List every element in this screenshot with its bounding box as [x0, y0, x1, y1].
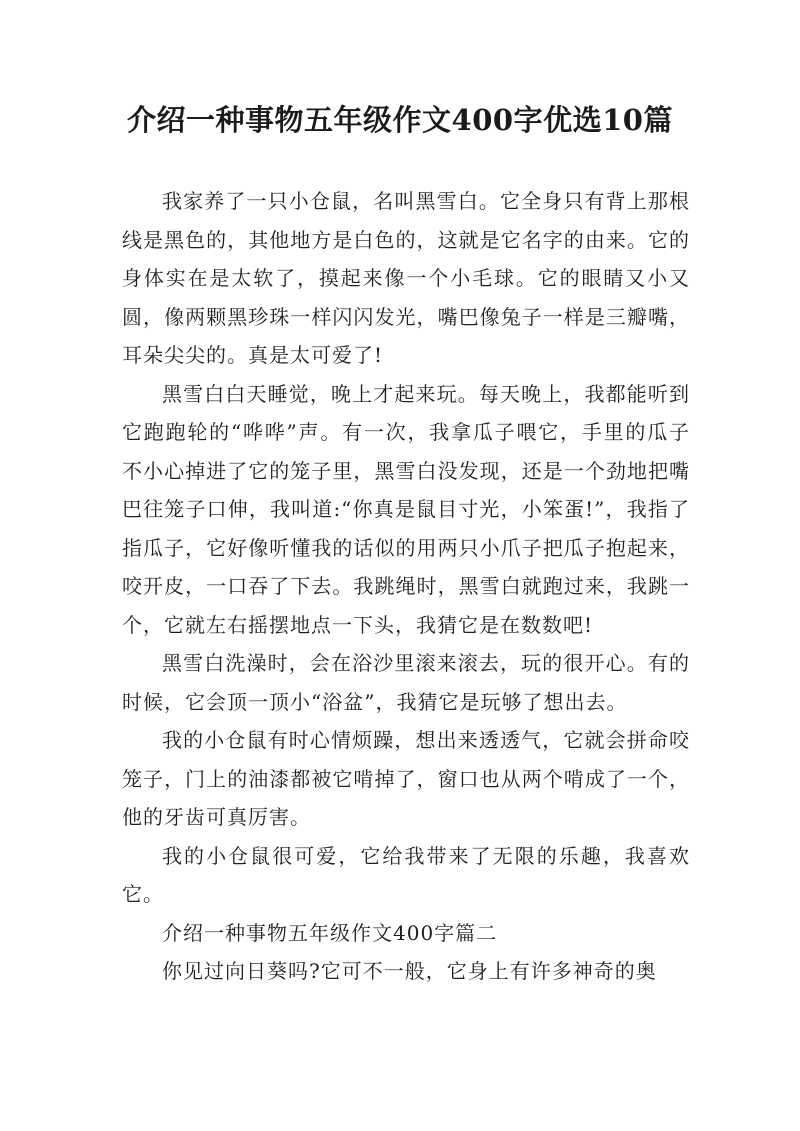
article-body	[122, 182, 690, 991]
section-heading: 介绍一种事物五年级作文400字篇二	[162, 920, 498, 945]
paragraph: 我家养了一只小仓鼠，名叫黑雪白。它全身只有背上那根线是黑色的，其他地方是白色的，这就是它名字的由来。它的身体实在是太软了，摸起来像一个小毛球。它的眼睛又小又圆，像两颗黑珍珠一样闪闪发光，嘴巴像兔子一样是三瓣嘴，耳朵尖尖的。真是太可爱了!	[122, 189, 690, 367]
page-title: 介绍一种事物五年级作文400字优选10篇	[127, 103, 673, 137]
paragraph: 我的小仓鼠很可爱，它给我带来了无限的乐趣，我喜欢它。	[122, 843, 690, 906]
paragraph: 黑雪白白天睡觉，晚上才起来玩。每天晚上，我都能听到它跑跑轮的“哗哗”声。有一次，我拿瓜子喂它，手里的瓜子不小心掉进了它的笼子里，黑雪白没发现，还是一个劲地把嘴巴往笼子口伸，我叫道:“你真是鼠目寸光，小笨蛋!”，我指了指瓜子，它好像听懂我的话似的用两只小爪子把瓜子抱起来，咬开皮，一口吞了下去。我跳绳时，黑雪白就跑过来，我跳一个，它就左右摇摆地点一下头，我猜它是在数数吧!	[122, 381, 690, 637]
paragraph: 你见过向日葵吗?它可不一般，它身上有许多神奇的奥	[162, 959, 657, 983]
paragraph: 黑雪白洗澡时，会在浴沙里滚来滚去，玩的很开心。有的时候，它会顶一顶小“浴盆”，我猜它是玩够了想出去。	[122, 651, 690, 714]
paragraph: 我的小仓鼠有时心情烦躁，想出来透透气，它就会拼命咬笼子，门上的油漆都被它啃掉了，窗口也从两个啃成了一个，他的牙齿可真厉害。	[122, 728, 690, 829]
